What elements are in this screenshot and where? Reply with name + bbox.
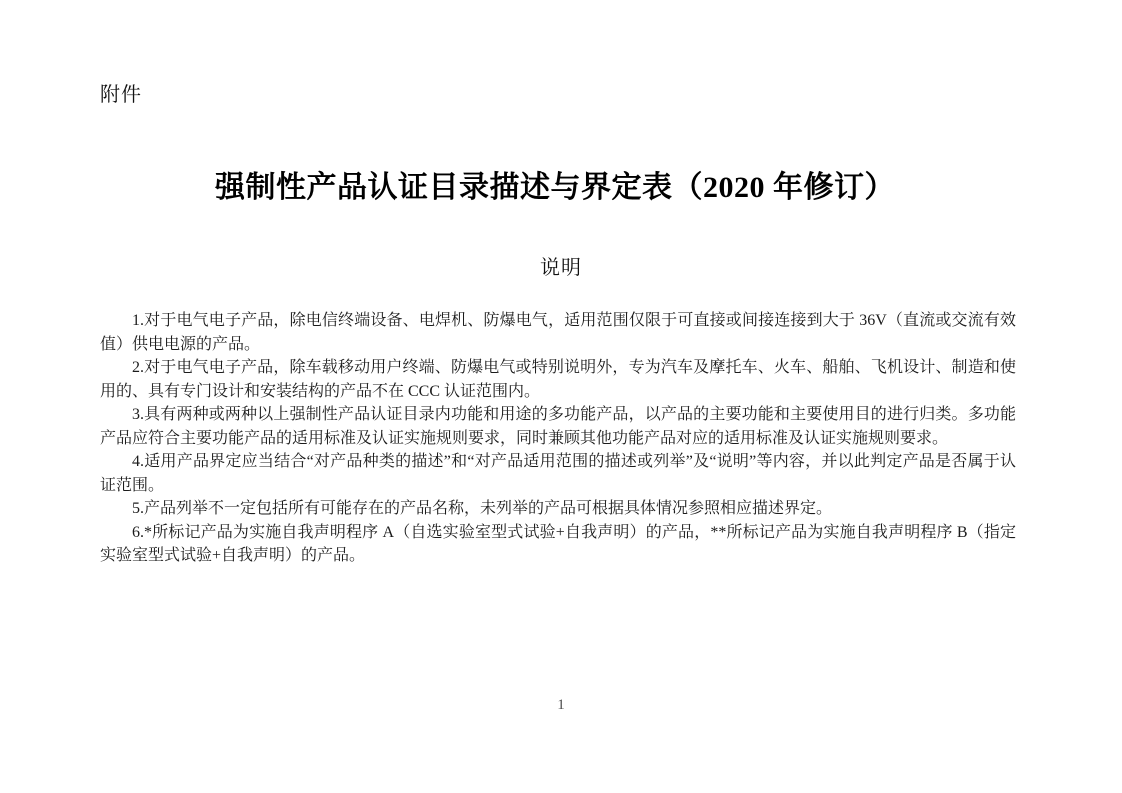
paragraph: 5.产品列举不一定包括所有可能存在的产品名称，未列举的产品可根据具体情况参照相应描述界定。 (132, 500, 833, 517)
paragraph: 1.对于电气电子产品，除电信终端设备、电焊机、防爆电气，适用范围仅限于可直接或间接连接到大于 36V（直流或交流有效值）供电电源的产品。 (100, 312, 1016, 353)
section-subtitle: 说明 (540, 257, 582, 279)
paragraph: 4.适用产品界定应当结合“对产品种类的描述”和“对产品适用范围的描述或列举”及“说明”等内容，并以此判定产品是否属于认证范围。 (100, 453, 1016, 494)
notes-section (100, 309, 1016, 568)
attachment-label: 附件 (100, 84, 142, 106)
paragraph: 3.具有两种或两种以上强制性产品认证目录内功能和用途的多功能产品，以产品的主要功能和主要使用目的进行归类。多功能产品应符合主要功能产品的适用标准及认证实施规则要求，同时兼顾其他功能产品对应的适用标准及认证实施规则要求。 (100, 406, 1016, 447)
document-title: 强制性产品认证目录描述与界定表（2020 年修订） (215, 171, 895, 204)
paragraph: 6.*所标记产品为实施自我声明程序 A（自选实验室型式试验+自我声明）的产品，**所标记产品为实施自我声明程序 B（指定实验室型式试验+自我声明）的产品。 (100, 523, 1016, 564)
paragraph: 2.对于电气电子产品，除车载移动用户终端、防爆电气或特别说明外，专为汽车及摩托车、火车、船舶、飞机设计、制造和使用的、具有专门设计和安装结构的产品不在 CCC 认证范围内。 (100, 359, 1016, 400)
page-number: 1 (557, 697, 565, 713)
